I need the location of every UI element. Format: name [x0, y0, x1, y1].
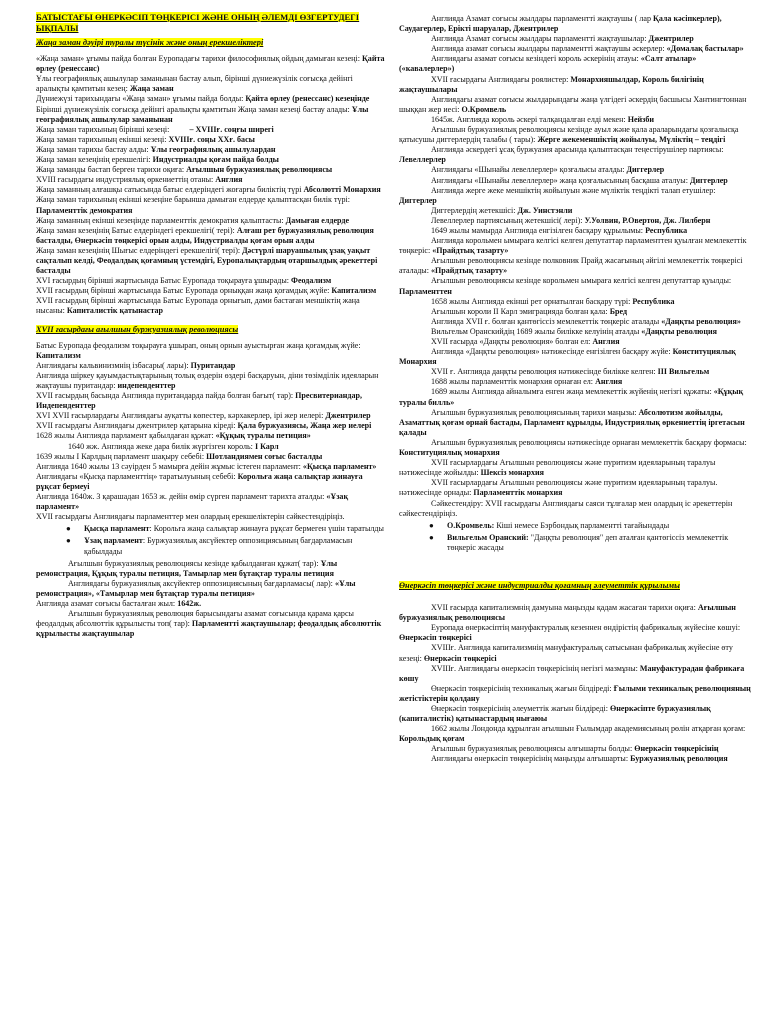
paragraph: Диггерлердің жетекшісі: Дж. Уинстэнли	[431, 205, 573, 215]
paragraph: Жаңа заман кезеңінің ерекшелігі: Индустриалды қоғам пайда болды	[36, 155, 279, 165]
paragraph: XVI XVII ғасырлардағы Англиядағы ауқатты көпестер, кәрхакерлер, ірі жер иелері: Джентрилер	[36, 411, 371, 421]
paragraph: Дүниежүзі тарихындағы «Жаңа заман» ұғымы пайда болды: Қайта өрлеу (ренессанс) кезеңінде	[36, 94, 370, 104]
paragraph: Вильгельм Оранскийдің 1689 жылы билікке келуінің аталды «Даңқты революция	[431, 326, 717, 336]
paragraph: Ағылшын революциясы кезінде полковник Прайд жасағының әйгілі мемлекеттік төңкерісі аталады: «Прайдтық тазарту»	[399, 256, 743, 276]
paragraph: Англиядағы азамат соғысы жылдарындағы жаңа үлгідегі әскердің басшысы Хантингтоннан шыққан жер иесі: О.Кромвель	[399, 94, 747, 114]
list-item: ● Қысқа парламент: Корольға жаңа салықтар жинауға рұқсат бермеген үшін таратылды	[66, 524, 384, 534]
paragraph: Англияда XVII ғ. болған қантөгіссіз мемлекеттік төңкеріс аталады «Даңқты революция»	[431, 316, 741, 326]
left-column	[36, 12, 388, 639]
paragraph: 1688 жылы парламенттік монархия орнаған ел: Англия	[431, 377, 623, 387]
paragraph: Ағылшын буржуазиялық революциясы нәтижесінде орнаған мемлекеттік басқару формасы: Конституциялық монархия	[399, 437, 747, 458]
paragraph: Сәйкестендіру: XVII ғасырдағы Англиядағы саяси тұлғалар мен олардың іс әрекеттерін сәйкестендіріңіз.	[399, 498, 733, 518]
paragraph: 1658 жылы Англияда екінші рет орнатылған басқару түрі: Республика	[431, 296, 675, 306]
paragraph: Ағылшын буржуазиялық революциясы кезінде ауыл және қала араларындағы қозғалысқа қатысушы диггерлердің талабы ( тары): Жерге жекеменшіктің жойылуы, Мүліктің – теңдігі	[399, 125, 739, 145]
paragraph: Левеллерлер партиясының жетекшісі( лері): У.Уолвин, Р.Овертон, Дж. Лилберн	[431, 215, 711, 225]
document-title: БАТЫСТАҒЫ ӨНЕРКӘСІП ТӨҢКЕРІСІ ЖӘНЕ ОНЫҢ ӘЛЕМДІ ӨЗГЕРТУДЕГІ ЫҚПАЛЫ	[36, 12, 360, 33]
paragraph: XVII ғасырда «Даңқты революция» болған ел: Англия	[431, 337, 620, 346]
paragraph: XVII ғ. Англияда даңқты революция нәтижесінде билікке келген: III Вильгельм	[431, 367, 710, 377]
paragraph: Англияда Азамат соғысы жылдары парламентті жақтаушы ( лар Қала кәсіпкерлер), Саудагерлер, Еріктi шаруалар, Джентрилер	[399, 14, 722, 34]
paragraph: Англияда Азамат соғысы жылдары парламентті жақтаушылар: Джентрилер	[431, 34, 694, 44]
paragraph: 1649 жылы мамырда Англияда енгізілген басқару құрылымы: Республика	[431, 225, 688, 235]
bullet-icon: ●	[429, 520, 434, 530]
paragraph: Еуропада өнеркәсіптің мануфактуралық кезеннен өндірістің фабрикалық жүйесіне көшуі: Өнеркәсіп төңкерісі	[399, 623, 741, 643]
bullet-icon: ●	[66, 536, 71, 546]
paragraph: Ағылшын буржуазиялық революциясы алғышарты болды: Өнеркәсіп төңкерісінің	[431, 744, 719, 754]
paragraph: XVII ғасырдың басында Англияда пуритандарда пайда болған бағыт( тар): Пресвитериандар, Индепенденттер	[36, 391, 362, 411]
paragraph: XVIIIғ. Англияда капитализмнің мануфактуралық сатысынан фабрикалық жүйесіне өту кезеңі: Өнеркәсіп төңкерісі	[399, 643, 733, 663]
section-heading-industrial: Өнеркәсіп төңкерісі және индустриалды қоғамның әлеуметтік құрылымы	[399, 580, 680, 590]
bullet-icon: ●	[66, 524, 71, 534]
paragraph: Ағылшын буржуазиялық революциясы кезінде қабылданған құжат( тар): Ұлы ремонстрация, Құқық туралы петиция, Тамырлар мен бұтақтар туралы петиция	[36, 558, 338, 578]
paragraph: Жаңа заман кезеңінің Батыс елдеріндегі ерекшелігі( тері): Алғаш рет буржуазиялық революция басталды, Өнеркәсіп төңкерісі орын алды, Индустриалды қоғам орын алды	[36, 225, 374, 245]
paragraph: Жаңа заман кезеңінің Шығыс елдеріндегі ерекшелігі( тері): Дәстүрлі шаруашылық ұзақ уақыт сақталып келді, Феодалдық қоғамның үстемдігі, Еуропалықтардың отаршылдық әрекеттері басталды	[36, 245, 378, 276]
paragraph: 1645ж. Англияда король әскері талқандалған елді мекен: Нейзби	[431, 114, 655, 124]
paragraph: Жаңа заманның алғашқы сатысында батыс елдеріндегі жоғарғы биліктің түрі Абсолютті Монархия	[36, 185, 381, 195]
paragraph: Жаңа заман тарихының екінші кезеңі: XVIIIғ. соңы XXғ. басы	[36, 134, 255, 144]
paragraph: Жаңа заманды бастап берген тарихи оқиға: Ағылшын буржуазиялық революциясы	[36, 165, 333, 175]
paragraph: Англияда жерге жеке меншіктің жойылуын және мүліктік теңдікті талап етушілер: Диггерлер	[399, 185, 716, 205]
paragraph: Англияда «Даңқты революция» нәтижесінде енгізілген басқару жүйе: Конституциялық Монархия	[399, 347, 736, 367]
bullet-icon: ●	[429, 532, 434, 542]
paragraph: Англиядағы буржуазиялық аксүйектер оппозициясының бағдарламасы( лар): «Ұлы ремонстрация», «Тамырлар мен бұтақтар туралы петиция»	[36, 578, 356, 598]
paragraph: Бірінші дүниежүзілік соғысқа дейінгі аралықты қамтитын Жаңа заман кезеңі бастау алады: Ұлы географиялық ашылулар заманынан	[36, 104, 369, 124]
paragraph: XVII ғасырдағы Англиядағы джентрилер қатарына кіреді: Қала буржуазиясы, Жаңа жер иелері	[36, 421, 372, 431]
paragraph: Ағылшын революциясы кезінде корольмен ымыраға келгісі келген депутаттар қуылды: Парламенттен	[399, 276, 732, 296]
paragraph: Англияда 1640 жылы 13 сәуірден 5 мамырға дейін жұмыс істеген парламент: «Қысқа парламент»	[36, 461, 377, 471]
paragraph: Ағылшын буржуазиялық революциясының тарихи маңызы: Абсолютизм жойылды, Азаматтық қоғам орнай бастады, Парламент құрылды, Индустриялық өркениеттің іргетасын қалады	[399, 407, 745, 437]
paragraph: 1640 жж. Англияда жеке дара билік жүргізген король: I Карл	[68, 441, 279, 451]
paragraph: XVII ғасырлардағы Ағылшын революциясы және пуритизм идеяларының таралуы нәтижесінде жойылды: Шексіз монархия	[399, 458, 716, 478]
paragraph: XVII ғасырдың бірінші жартысында Батыс Еуропада орныққан жаңа қоғамдық жүйе: Капитализм	[36, 286, 377, 296]
paragraph: Англияда шіркеу қауымдастықтарының толық өздерін өздері басқаруын, діни төзімділік идеяларын жақтаушы пуритандар: индепенденттер	[36, 370, 379, 390]
paragraph: Англияда азамат соғысы жылдары парламентті жақтаушы әскерлер: «Домалақ бастылар»	[431, 44, 744, 54]
paragraph: Англияда азамат соғысы басталған жыл: 1642ж.	[36, 598, 202, 608]
paragraph: Англиядағы өнеркәсіп төңкерісінің маңызды алғышарты: Буржуазиялық революция	[431, 754, 728, 764]
paragraph: XVIIIғ. Англиядағы өнеркәсіп төңкерісінің негізгі мазмұны: Мануфактурадан фабрикаға көшу	[399, 663, 745, 683]
paragraph: Жаңа заманның екінші кезеңінде парламенттік демократия қалыптасты: Дамыған елдерде	[36, 215, 350, 225]
section-heading-new-era: Жаңа заман дәуірі туралы түсінік және оның ерекшеліктері	[36, 38, 264, 47]
paragraph: XVIII ғасырдағы индустриялық өркениеттің отаны: Англия	[36, 175, 243, 185]
paragraph: Батыс Еуропада феодализм тоқырауға ұшырап, оның орнын ауыстырған жаңа қоғамдық жүйе: Капитализм	[36, 340, 361, 360]
paragraph: XVII ғасырлардағы Ағылшын революциясы және пуритизм идеяларының таралуы. нәтижесінде орнады: Парламенттік монархия	[399, 478, 718, 498]
list-item: ● О.Кромвель: Кіші немесе Бэрбондық парламентті тағайындады	[429, 520, 670, 530]
paragraph: XVI ғасырдың бірінші жартысында Батыс Еуропада тоқырауға ұшырады: Феодализм	[36, 276, 332, 286]
paragraph: Жаңа заман тарихы бастау алды: Ұлы географиялық ашылулардан	[36, 144, 276, 154]
paragraph: 1639 жылы I Карлдың парламент шақыру себебі: Шотландиямен соғыс басталды	[36, 451, 323, 461]
paragraph: Жаңа заман тарихының бірінші кезеңі: – XVIIIғ. соңғы ширегі	[36, 124, 274, 134]
paragraph: Англияда әскердегі ұсақ буржуазия арасында қалыптасқан теңестірушілер партиясы: Левеллерлер	[399, 145, 724, 165]
paragraph: «Жаңа заман» ұғымы пайда болған Еуропадағы тарихи философиялық ойдың дамыған кезеңі: Қайта өрлеу (ренессанс)	[36, 54, 385, 74]
right-column	[399, 14, 751, 765]
list-item: ● Вильгельм Оранский: "Даңқты революция" деп аталған қантөгіссіз мемлекеттік төңкеріс жасады	[429, 532, 729, 552]
paragraph: 1689 жылы Англияда айналымға енген жаңа мемлекеттік жүйенің негізгі құжаты: «Құқық туралы билль»	[399, 387, 744, 407]
section-heading-revolution: XVII ғасырдағы ағылшын буржуазиялық революциясы	[36, 324, 239, 334]
paragraph: Англиядағы азамат соғысы кезіндегі король әскерінің атауы: «Салт атылар» («кавалерлер»)	[399, 54, 697, 74]
paragraph: XVII ғасырдағы Англиядағы парламенттер мен олардың ерекшеліктерін сәйкестендіріңіз.	[36, 512, 345, 522]
paragraph: XVII ғасырда капитализмнің дамуына маңызды қадам жасаған тарихи оқиға: Ағылшын буржуазиялық революциясы	[399, 603, 736, 623]
paragraph: Англияда корольмен ымыраға келгісі келген депутаттар парламенттен қуылған мемлекеттік төңкеріс: «Прайдтық тазарту»	[399, 236, 747, 256]
paragraph: Жаңа заман тарихының екінші кезеңіне барынша дамыған елдерде қалыптасқан билік түрі: Парламенттік демократия	[36, 195, 350, 215]
paragraph: Ұлы географиялық ашылулар заманынан бастау алып, бірінші дүниежүзілік соғысқа дейінгі аралықты қамтитын кезең: Жаңа заман	[36, 74, 353, 94]
paragraph: Ағылшын буржуазиялық революция барысындағы азамат соғысында қарама қарсы феодалдық абсолюттік құрылысты топ( тар): Парламентті жақтаушылар; феодалдық абсолюттік құрылысты жақтаушылар	[36, 609, 382, 639]
paragraph: XVII ғасырдағы Англиядағы роялистер: Монархияшылдар, Король билігінің жақтаушылары	[399, 74, 704, 94]
list-item: ● Ұзақ парламент: Буржуазиялық аксүйектер оппозициясының бағдарламасын қабылдады	[66, 536, 353, 556]
paragraph: Англияда 1640ж. 3 қарашадан 1653 ж. дейін өмір сүрген парламент тарихта аталды: «Ұзақ парламент»	[36, 492, 349, 512]
paragraph: Өнеркәсіп төңкерісінің әлеуметтік жағын білдіреді: Өнеркәсіпте буржуазиялық (капиталистік) қатынастардың нығаюы	[399, 704, 711, 724]
paragraph: 1662 жылы Лондонда құрылған ағылшын Ғылымдар академиясының рөлін атқарған қоғам: Корольдық қоғам	[399, 724, 746, 744]
paragraph: Өнеркәсіп төңкерісінің техникалық жағын білдіреді: Ғылыми техникалық революцияның жетістіктерін қолдану	[399, 683, 751, 703]
paragraph: Англиядағы «Қысқа парламенттің» таратылуының себебі: Корольға жаңа салықтар жинауға рұқсат бермеуі	[36, 471, 363, 491]
paragraph: Англиядағы «Шынайы левеллерлер» қозғалысы аталды: Диггерлер	[431, 165, 665, 175]
paragraph: XVII ғасырдың бірінші жартысында Батыс Еуропада орнығып, дами бастаған меншіктің жаңа нысаны: Капиталистік қатынастар	[36, 296, 360, 316]
paragraph: Ағылшын короли II Карл эмиграцияда болған қала: Бред	[431, 306, 628, 316]
paragraph: 1628 жылы Англияда парламент қабылдаған құжат: «Құқық туралы петиция»	[36, 431, 311, 441]
paragraph: Англиядағы «Шынайы левеллерлер» жаңа қозғалысының басқаша аталуы: Диггерлер	[431, 175, 728, 185]
paragraph: Англиядағы кальвинизмнің ізбасары( лары): Пуритандар	[36, 360, 236, 370]
